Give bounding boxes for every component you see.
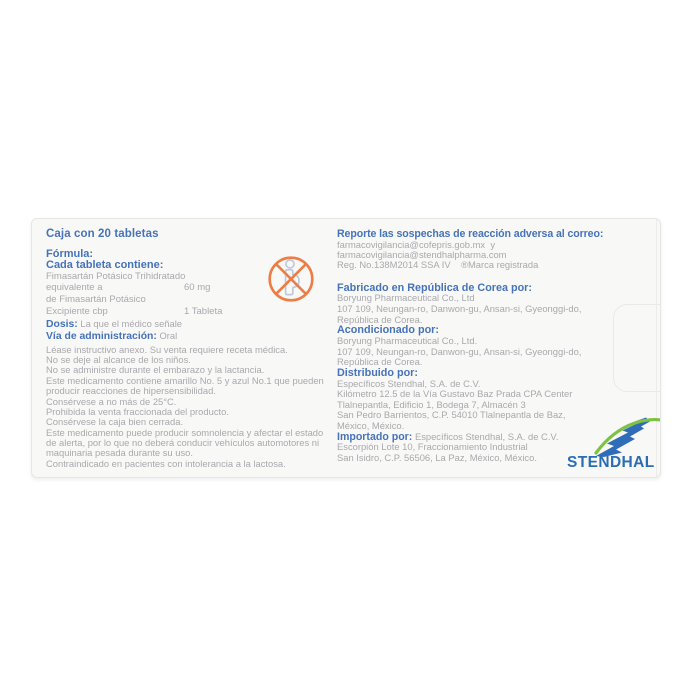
warning-line: Léase instructivo anexo. Su venta requiere receta médica.	[46, 343, 288, 355]
dose-line	[46, 318, 346, 330]
pharmacovigilance-email: farmacovigilancia@stendhalpharma.com	[337, 249, 507, 261]
manufacturer-line: República de Corea.	[337, 313, 423, 325]
formula-title: Fórmula:	[46, 248, 94, 260]
warning-line: Este medicamento puede producir somnolencia y afectar el estado	[46, 426, 324, 438]
manufacturer-line: Boryung Pharmaceutical Co., Ltd	[337, 292, 475, 304]
warning-line: maquinaria pesada durante su uso.	[46, 447, 193, 459]
importer-line: Escorpión Lote 10, Fraccionamiento Industrial	[337, 441, 528, 453]
dose-label: Dosis:	[46, 318, 78, 330]
route-value: Oral	[159, 329, 178, 341]
registration-number: Reg. No.138M2014 SSA IV ®Marca registrada	[337, 259, 539, 271]
stendhal-logo	[566, 417, 661, 475]
manufactured-by-title: Fabricado en República de Corea por:	[337, 281, 532, 294]
packager-line: República de Corea.	[337, 356, 423, 368]
importer-line: San Isidro, C.P. 56506, La Paz, México, México.	[337, 451, 537, 463]
distributor-line: Específicos Stendhal, S.A. de C.V.	[337, 377, 481, 389]
warning-line: No se deje al alcance de los niños.	[46, 354, 191, 366]
formula-row	[46, 306, 346, 318]
warning-line: Prohibida la venta fraccionada del producto.	[46, 405, 229, 417]
warning-line: No se administre durante el embarazo y la lactancia.	[46, 364, 265, 376]
manufacturer-line: 107 109, Neungan-ro, Danwon-gu, Ansan-si, Gyeonggi-do,	[337, 303, 582, 314]
distributor-line: San Pedro Barrientos, C.P. 54010 Tlalnepantla de Baz,	[337, 409, 566, 421]
pack-size-label: Caja con 20 tabletas	[46, 228, 159, 240]
warning-line: producir reacciones de hipersensibilidad.	[46, 385, 216, 397]
ingredient-value: 60 mg	[184, 282, 211, 294]
medicine-box-back-panel	[31, 218, 661, 478]
ingredient-name: de Fimasartán Potásico	[46, 294, 146, 306]
warning-line: Contraindicado en pacientes con intolerancia a la lactosa.	[46, 457, 286, 469]
ingredient-name: Excipiente cbp	[46, 305, 108, 317]
stendhal-logo-text: STENDHAL	[567, 454, 655, 471]
pharmacovigilance-email: farmacovigilancia@cofepris.gob.mx y	[337, 239, 496, 250]
route-line	[46, 330, 346, 342]
warning-line: de alerta, por lo que no deberá conducir vehículos automotores ni	[46, 436, 320, 448]
distributor-line: Tlalnepantla, Edificio 1, Bodega 7, Almacén 3	[337, 398, 526, 410]
dose-value: La que el médico señale	[80, 317, 183, 329]
ingredient-value: 1 Tableta	[184, 305, 223, 317]
distributor-line: Kilómetro 12.5 de la Vía Gustavo Baz Prada CPA Center	[337, 388, 573, 400]
route-label: Vía de administración:	[46, 330, 157, 342]
adverse-reaction-title: Reporte las sospechas de reacción adversa al correo:	[337, 228, 604, 240]
importer-name: Específicos Stendhal, S.A. de C.V.	[414, 430, 559, 442]
packaged-by-title: Acondicionado por:	[337, 324, 439, 337]
contains-title: Cada tableta contiene:	[46, 258, 164, 271]
ingredient-name: Fimasartán Potásico Trihidratado	[46, 270, 186, 282]
warning-line: Consérvese a no más de 25°C.	[46, 395, 177, 407]
distributor-line: México, México.	[337, 419, 405, 431]
packager-line: 107 109, Neungan-ro, Danwon-gu, Ansan-si, Gyeonggi-do,	[337, 345, 582, 357]
imported-by-title: Importado por:	[337, 430, 413, 443]
packager-line: Boryung Pharmaceutical Co., Ltd.	[337, 334, 478, 346]
distributed-by-title: Distribuido por:	[337, 366, 418, 379]
warning-line: Este medicamento contiene amarillo No. 5 y azul No.1 que pueden	[46, 374, 324, 386]
ingredient-name: equivalente a	[46, 282, 103, 294]
warnings-block	[46, 345, 346, 469]
no-pregnancy-icon	[266, 254, 316, 304]
warning-line: Consérvese la caja bien cerrada.	[46, 416, 184, 428]
stendhal-road-swoosh-icon	[592, 417, 661, 457]
